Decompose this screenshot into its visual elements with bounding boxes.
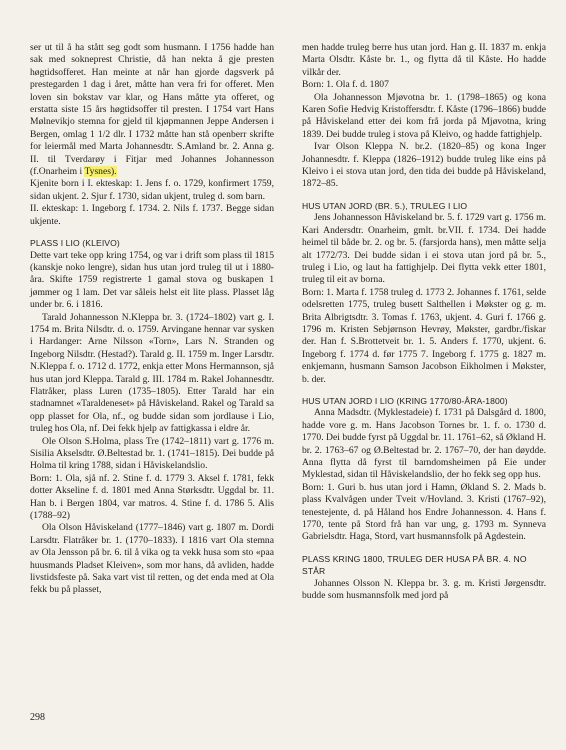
paragraph: Dette vart teke opp kring 1754, og var i drift som plass til 1815 (kanskje noko lengre), sidan hus utan jord truleg til ut i 1880-åra. Skifte 1759 registrerte 1 gamal stova og buskapen 1 jømmer og 1 lam. Det var såleis helst eit lite plass. Plasset låg under br. 6. i 1816.	[30, 249, 274, 311]
left-column	[30, 42, 274, 597]
page-number: 298	[30, 712, 45, 723]
paragraph: Kjenite born i I. ekteskap: 1. Jens f. o. 1729, konfirmert 1759, sidan ukjent. 2. Sjur f. 1730, sidan ukjent, truleg d. som barn.	[30, 178, 274, 202]
paragraph: Born: 1. Ola, sjå nf. 2. Stine f. d. 1779 3. Aksel f. 1781, fekk dotter Akseline f. d. 1801 med Anna Størksdtr. Uggdal br. 11. Han b. i Bergen 1804, var matros. 4. Stine f. d. 1786 5. Alis (1788–92)	[30, 472, 274, 522]
paragraph: men hadde truleg berre hus utan jord. Han g. II. 1837 m. enkja Marta Olsdtr. Kåste br. 1., og flytta då til Kåste. Ho hadde vilkår der.	[302, 42, 546, 78]
paragraph: Jens Johannesson Håviskeland br. 5. f. 1729 vart g. 1756 m. Kari Andersdtr. Onarheim, gmlt. br.VII. f. 1734. Dei hadde heimel til både br. 2. og br. 5. (farsjorda hans), men måtte selja alt 1772/73. Dei budde sidan i ei stova utan jord på br. 5., truleg i Lio, og laut ha fattighjelp. Dei flytta vekk etter 1801, truleg til eit av borna.	[302, 212, 546, 286]
paragraph: Ola Johannesson Mjøvotna br. 1. (1798–1865) og kona Karen Sofie Hedvig Kristoffersdtr. f. Kåste (1796–1866) budde på Håviskeland etter dei kom frå jorda på Mjøvotna, kring 1839. Dei budde truleg i stova på Kleivo, og hadde fattighjelp.	[302, 91, 546, 140]
paragraph: Johannes Olsson N. Kleppa br. 3. g. m. Kristi Jørgensdtr. budde som husmannsfolk med jord på	[302, 577, 546, 602]
paragraph: Anna Madsdtr. (Myklestadeie) f. 1731 på Dalsgård d. 1800, hadde vore g. m. Hans Jacobson Tornes br. 1. f. o. 1730 d. 1770. Dei budde fyrst på Uggdal br. 11. 1761–62, så Økland H. br. 2. 1763–67 og Ø.Beltestad br. 2. 1767–70, der han døydde. Anna flytta då fyrst til barndomsheimen på Eie under Myklestad, sidan til Håviskelandslio, der ho fekk seg opp hus.	[302, 407, 546, 481]
paragraph: Tarald Johannesson N.Kleppa br. 3. (1724–1802) vart g. I. 1754 m. Brita Nilsdtr. d. o. 1759. Arvingane hennar var sysken i Hardanger: Arne Nilsson «Torn», Lars N. Stranden og Ingeborg Nilsdtr. (Hestad?). Tarald g. II. 1759 m. Inger Larsdtr. N.Kleppa f. o. 1712 d. 1772, enkja etter Mons Hermannson, sjå hus utan jord Kleppa. Tarald g. III. 1784 m. Rakel Johannesdtr. Flatråker, plass Luren (1735–1805). Etter Tarald har ein stadnamnet «Taraldeneset» på Håviskeland. Rakel og Tarald sa opp plasset for Ola, nf., og budde sidan som jordlause i Lio, truleg hos Ola, nf. Dei fekk hjelp av fattigkassa i eldre år.	[30, 311, 274, 435]
section-heading: PLASS I LIO (KLEIVO)	[30, 238, 120, 249]
section-heading: HUS UTAN JORD (BR. 5.), TRULEG I LIO	[302, 200, 468, 211]
paragraph: Born: 1. Guri b. hus utan jord i Hamn, Økland S. 2. Mads b. plass Kvalvågen under Tveit v/Hovland. 3. Kristi (1767–92), tenestejente, d. på Håland hos Endre Johannesson. 4. Hans f. 1770, tente på Stord frå han var ung, g. 1793 m. Synneva Gabrielsdtr. Haga, Stord, vart husmannsfolk på Agdestein.	[302, 481, 546, 543]
section-heading: HUS UTAN JORD I LIO (KRING 1770/80-ÅRA-1800)	[302, 395, 508, 406]
paragraph: Ole Olson S.Holma, plass Tre (1742–1811) vart g. 1776 m. Sisilia Akselsdtr. Ø.Beltestad br. 1. (1741–1815). Dei budde på Holma til kring 1788, sidan i Håviskelandslio.	[30, 435, 274, 472]
paragraph: Born: 1. Marta f. 1758 truleg d. 1773 2. Johannes f. 1761, selde odelsretten 1775, truleg busett Salthellen i Møkster og g. m. Brita Albrigtsdtr. 3. Tomas f. 1763, ukjent. 4. Guri f. 1766 g. 1796 m. Kristen Sebjørnson Hevrøy, Møkster, gardbr./fiskar der. Han f. S.Brottetveit br. 1. 5. Anders f. 1770, ukjent. 6. Ingeborg f. 1774 d. før 1775 7. Ingeborg f. 1775 g. 1827 m. enkjemann, husmann Samson Jacobson Eikholmen i Møkster, b. der.	[302, 286, 546, 385]
paragraph: ser ut til å ha stått seg godt som husmann. I 1756 hadde han sak med sokneprest Christie, då han nekta å gje presten høgtidsofferet. Han meinte at når han gjorde dagsverk på prestegarden 1 dag i året, måtte han vera fri for offeret. Men loven sin bokstav var klar, og Hans måtte yta offeret, og erstatta siste 15 års høgtidsoffer til presten. I 1754 vart Hans Mølnevikjo stemna for gjeld til kjøpmannen Jeppe Andersen i Bergen, omlag 1 1/2 dlr. I 1732 måtte han stå openberr skrifte for leiermål med Marta Johannesdtr. S.Amland br. 2. Anna g. II. til Tverdarøy i Fitjar med Johannes Johannesson (f.Onarheim i Tysnes).	[30, 42, 274, 178]
right-column	[302, 42, 546, 602]
paragraph: Ola Olson Håviskeland (1777–1846) vart g. 1807 m. Dordi Larsdtr. Flatråker br. 1. (1770–1833). I 1816 vart Ola stemna av Ola Jensson på br. 6. til å vika og ta vekk husa som sto «paa huusmands Pladset Kleiven», som mor hans, då avliden, hadde livstidsfeste på. Saka vart vist til retten, og det enda med at Ola fekk bu på plasset,	[30, 522, 274, 596]
paragraph: II. ekteskap: 1. Ingeborg f. 1734. 2. Nils f. 1737. Begge sidan ukjente.	[30, 203, 274, 227]
paragraph: Ivar Olson Kleppa N. br.2. (1820–85) og kona Inger Johannesdtr. f. Kleppa (1826–1912) budde truleg like eins på Kleivo i ei stova utan jord, den tida dei budde på Håviskeland, 1872–85.	[302, 141, 546, 190]
highlighted-text: Tysnes).	[84, 166, 117, 178]
paragraph: Born: 1. Ola f. d. 1807	[302, 79, 389, 91]
section-heading: PLASS KRING 1800, TRULEG DER HUSA PÅ BR. 4. NO STÅR	[302, 553, 527, 577]
